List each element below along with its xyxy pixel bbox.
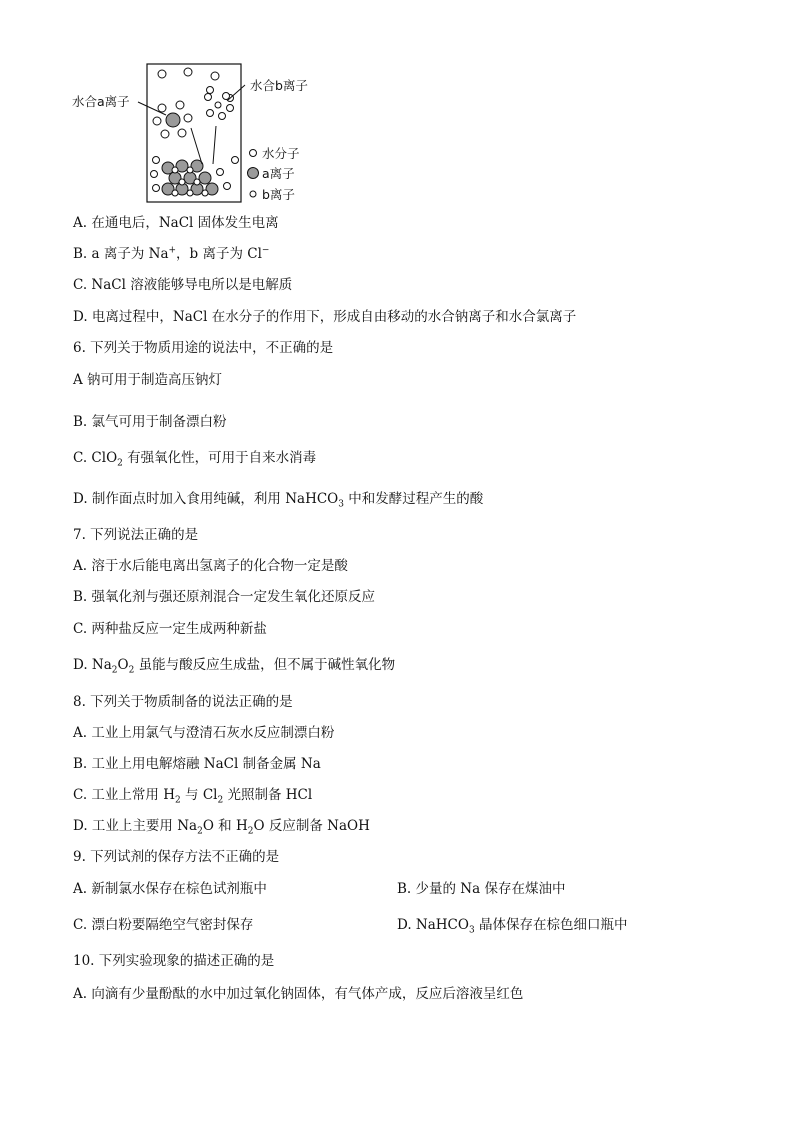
- label-hydrated-a: 水合a离子: [72, 94, 130, 109]
- q5-option-d: D. 电离过程中，NaCl 在水分子的作用下，形成自由移动的水合钠离子和水合氯离子: [73, 309, 577, 325]
- q10-option-a: A. 向滴有少量酚酞的水中加过氧化钠固体，有气体产成，反应后溶液呈红色: [73, 986, 524, 1002]
- label-hydrated-b: 水合b离子: [250, 78, 308, 93]
- q9-option-d: D. NaHCO$_3$ 晶体保存在棕色细口瓶中: [397, 917, 628, 936]
- q8-option-b: B. 工业上用电解熔融 NaCl 制备金属 Na: [73, 756, 321, 772]
- q7-option-b: B. 强氧化剂与强还原剂混合一定发生氧化还原反应: [73, 589, 376, 605]
- hydrated-a-ion: [153, 101, 192, 138]
- q5-option-c: C. NaCl 溶液能够导电所以是电解质: [73, 277, 293, 293]
- water-molecule: [184, 68, 192, 76]
- legend-a: a离子: [262, 166, 295, 181]
- nacl-dissolution-diagram: [70, 60, 330, 210]
- q9-option-c: C. 漂白粉要隔绝空气密封保存: [73, 917, 254, 933]
- q8-option-c: C. 工业上常用 $H_2$ 与 $Cl_2$ 光照制备 HCl: [73, 787, 313, 806]
- legend-water: 水分子: [262, 146, 300, 161]
- q9-option-b: B. 少量的 Na 保存在煤油中: [397, 881, 566, 897]
- q8-option-d: D. 工业上主要用 $Na_2O$ 和 $H_2O$ 反应制备 NaOH: [73, 818, 370, 837]
- q6-option-c: C. ClO$_2$ 有强氧化性，可用于自来水消毒: [73, 450, 317, 469]
- q6-stem: 6. 下列关于物质用途的说法中，不正确的是: [73, 340, 334, 356]
- q9-stem: 9. 下列试剂的保存方法不正确的是: [73, 849, 280, 865]
- legend-b: b离子: [262, 187, 295, 202]
- q10-stem: 10. 下列实验现象的描述正确的是: [73, 953, 275, 969]
- hydrated-b-ion: [205, 93, 234, 120]
- q9-option-a: A. 新制氯水保存在棕色试剂瓶中: [73, 881, 267, 897]
- q5-option-a: A. 在通电后，NaCl 固体发生电离: [73, 215, 279, 231]
- legend: [248, 146, 300, 202]
- q7-option-d: D. $Na_2O_2$ 虽能与酸反应生成盐，但不属于碱性氧化物: [73, 657, 396, 676]
- water-molecule: [207, 87, 214, 94]
- q6-option-d: D. 制作面点时加入食用纯碱，利用 NaHCO$_3$ 中和发酵过程产生的酸: [73, 491, 484, 510]
- q7-option-a: A. 溶于水后能电离出氢离子的化合物一定是酸: [73, 558, 348, 574]
- q8-option-a: A. 工业上用氯气与澄清石灰水反应制漂白粉: [73, 725, 335, 741]
- water-molecule: [158, 70, 166, 78]
- q5-option-b: B. a 离子为 Na+，b 离子为 Cl−: [73, 245, 270, 262]
- q6-option-a: A 钠可用于制造高压钠灯: [73, 372, 223, 388]
- nacl-crystal: [151, 157, 239, 197]
- q8-stem: 8. 下列关于物质制备的说法正确的是: [73, 694, 293, 710]
- q7-option-c: C. 两种盐反应一定生成两种新盐: [73, 621, 267, 637]
- q6-option-b: B. 氯气可用于制备漂白粉: [73, 414, 227, 430]
- water-molecule: [211, 72, 219, 80]
- q7-stem: 7. 下列说法正确的是: [73, 527, 199, 543]
